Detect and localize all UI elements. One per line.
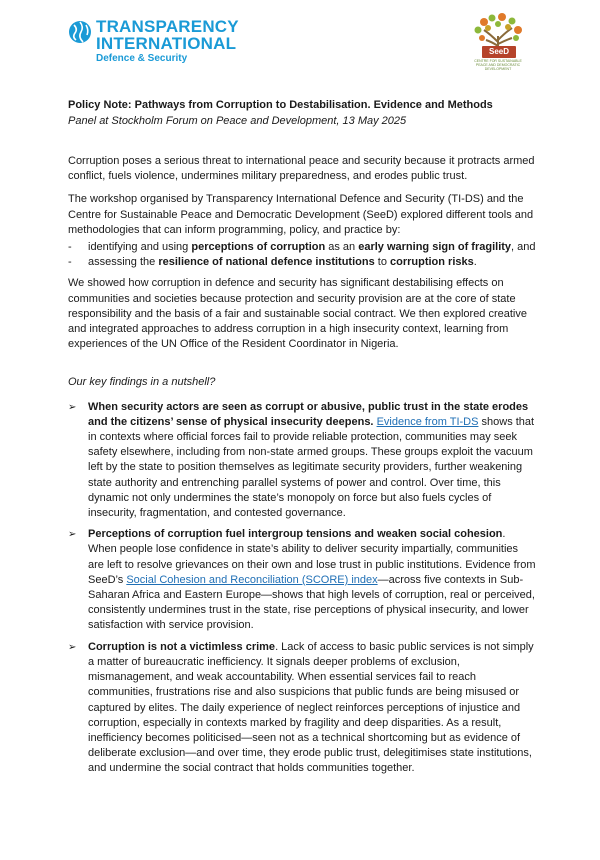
ti-logo	[68, 18, 239, 64]
finding-text: . Lack of access to basic public services is not simply a matter of bureaucratic inefficiency. It signals deeper problems of exclusion, mismanagement, and weak accountability. When essential services fail to reach communities, frustrations rise and also suspicions that public funds are being misused or captured by elites. The daily experience of neglect reinforces perceptions of injustice and corruption, especially in contexts marked by fragility and deep disparities. As a result, inefficiency becomes politicised—seen not as a technical shortcoming but as evidence of deliberate exclusion—and over time, they erode public trust, delegitimises state institutions, and undermine the social contract that holds communities together.	[88, 640, 534, 775]
finding-bold: Perceptions of corruption fuel intergroup tensions and weaken social cohesion	[88, 528, 503, 541]
arrow-bullet-icon: ➢	[68, 641, 77, 653]
seed-caption: CENTRE FOR SUSTAINABLE PEACE AND DEMOCRATIC DEVELOPMENT	[474, 59, 522, 71]
finding-text: —across five contexts in Sub-Saharan Africa and Eastern Europe—shows that high levels of corruption, real or perceived, consistently undermines trust in the state, rise perceptions of physical insecurity, and lower satisfaction with service provision.	[88, 573, 535, 632]
list-item	[68, 400, 536, 522]
bullet-text: .	[473, 256, 477, 269]
list-item	[68, 640, 536, 777]
bullet-text: to	[374, 256, 390, 269]
list-item	[68, 527, 536, 633]
showed-paragraph: We showed how corruption in defence and security has significant destabilising effects on communities and societies because protection and security provision are at the core of state responsibility and the basis of a fair and sustainable social contract. We then explored creative and integrated approaches to address corruption in a high insecurity context, learning from experiences of the UN Office of the Resident Coordinator in Nigeria.	[68, 277, 527, 351]
page-subtitle: Panel at Stockholm Forum on Peace and Development, 13 May 2025	[68, 115, 407, 127]
finding-text: shows that in contexts where official forces fail to provide reliable protection, communities may seek safety elsewhere, including from non-state armed groups. These groups exploit the vacuum left by the state to position themselves as legitimate security providers, further weakening state authority and entrenching parallel systems of power and control. Over time, this dynamic not only undermines the state’s monopoly on force but also fuels cycles of insecurity, fragmentation, and contested governance.	[88, 415, 535, 520]
dash-bullet: -	[68, 256, 72, 269]
bullet-bold: corruption risks	[390, 256, 474, 269]
arrow-bullet-icon: ➢	[68, 529, 77, 541]
bullet-bold: perceptions of corruption	[191, 241, 326, 254]
bullet-text: , and	[511, 241, 536, 254]
document-body	[68, 98, 536, 783]
bullet-bold: resilience of national defence institutions	[158, 256, 375, 269]
evidence-tids-link[interactable]: Evidence from TI-DS	[376, 415, 479, 428]
ti-logo-line3: Defence & Security	[96, 53, 188, 64]
method-list	[68, 240, 536, 270]
findings-list	[68, 400, 536, 777]
dash-bullet: -	[68, 241, 72, 254]
bullet-text: identifying and using	[88, 241, 192, 254]
arrow-bullet-icon: ➢	[68, 401, 77, 413]
ti-logo-line1: TRANSPARENCY	[96, 17, 239, 36]
score-index-link[interactable]: Social Cohesion and Reconciliation (SCORE) index	[126, 573, 378, 586]
workshop-paragraph: The workshop organised by Transparency International Defence and Security (TI-DS) and the Centre for Sustainable Peace and Democratic Development (SeeD) explored different tools and methodologies that can inform programming, policy, and practice by:	[68, 193, 534, 236]
intro-paragraph: Corruption poses a serious threat to international peace and security because it protracts armed conflict, fuels violence, undermines military preparedness, and erodes public trust.	[68, 155, 535, 183]
findings-heading: Our key findings in a nutshell?	[68, 376, 216, 389]
finding-bold: When security actors are seen as corrupt or abusive, public trust in the state erodes and the citizens’ sense of physical insecurity deepens.	[88, 400, 529, 428]
list-item	[68, 255, 536, 270]
bullet-bold: early warning sign of fragility	[358, 241, 512, 254]
ti-logo-line2: INTERNATIONAL	[96, 34, 237, 53]
list-item	[68, 240, 536, 255]
bullet-text: as an	[325, 241, 359, 254]
bullet-text: assessing the	[88, 256, 159, 269]
finding-bold: Corruption is not a victimless crime	[88, 640, 276, 653]
ti-globe-icon	[68, 20, 92, 44]
seed-badge: SeeD	[482, 46, 516, 58]
finding-text: . When people lose confidence in state’s ability to deliver security impartially, communities are left to resolve grievances on their own and lose trust in public institutions. Evidence from SeeD’s	[88, 528, 536, 586]
page-title: Policy Note: Pathways from Corruption to Destabilisation. Evidence and Methods	[68, 99, 493, 111]
